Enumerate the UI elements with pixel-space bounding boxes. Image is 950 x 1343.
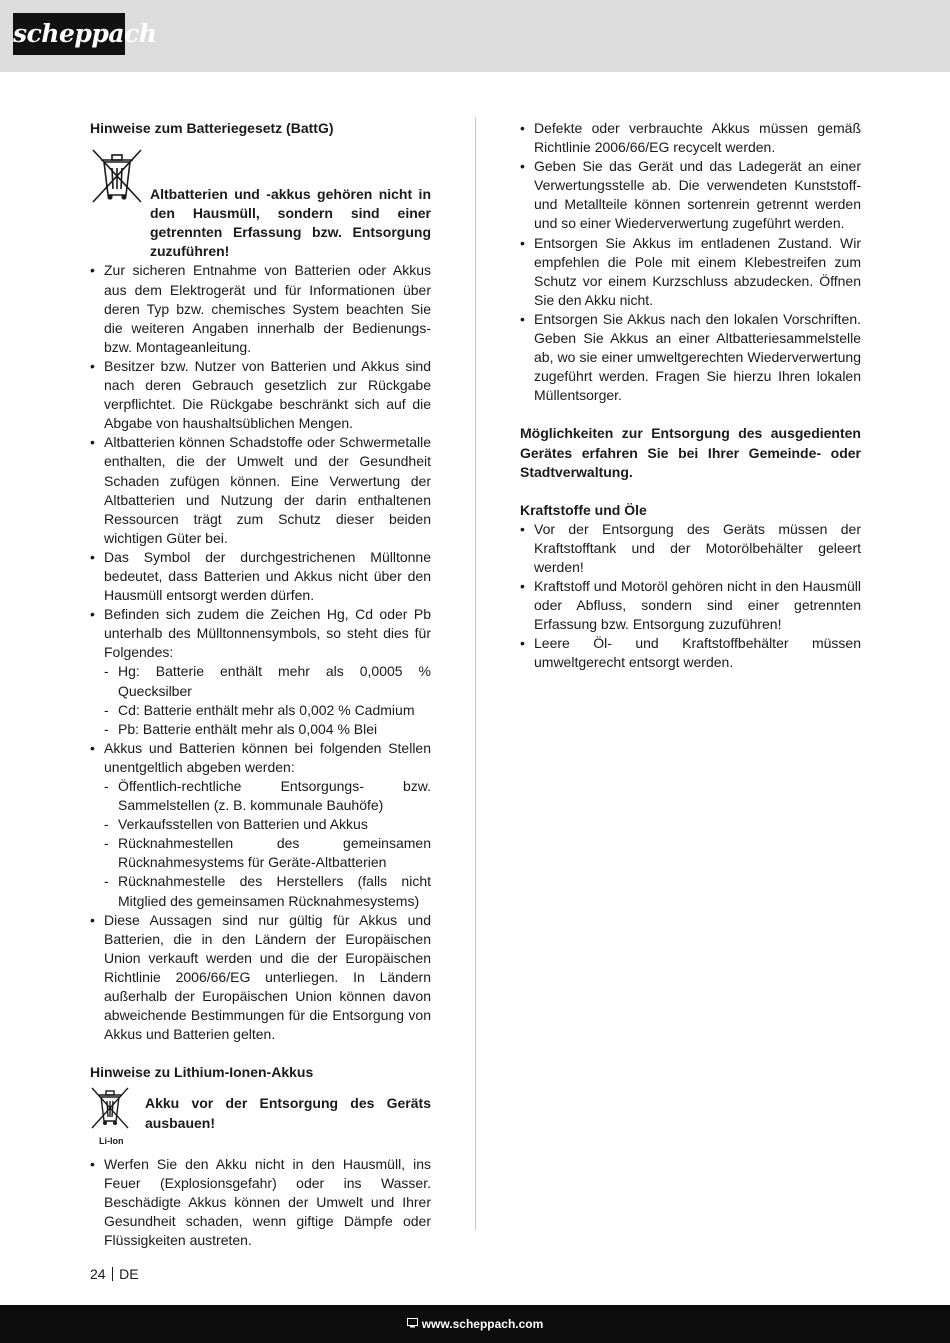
header-band xyxy=(0,0,950,72)
akku-bullet-list xyxy=(520,119,861,405)
section-heading-lithium: Hinweise zu Lithium-Ionen-Akkus xyxy=(90,1064,314,1081)
language-code: DE xyxy=(119,1266,139,1282)
heavy-metal-sublist xyxy=(104,662,431,738)
crossed-bin-liion-icon xyxy=(90,1086,130,1130)
battery-bullet-list xyxy=(90,261,431,1044)
brand-logo: scheppach xyxy=(13,13,125,55)
section-heading-fuels: Kraftstoffe und Öle xyxy=(520,501,647,518)
list-item: • Werfen Sie den Akku nicht in den Hausmüll, ins Feuer (Explosionsgefahr) oder ins Wasser. Beschädigte Akkus können der Umwelt und Ihrer Gesundheit schaden, wenn giftige Dämpfe oder Flüssigkeiten austreten. xyxy=(90,1155,431,1250)
right-column xyxy=(520,119,861,673)
list-item: • Besitzer bzw. Nutzer von Batterien und Akkus sind nach deren Gebrauch gesetzlich zur Rückgabe verpflichtet. Die Rückgabe beschränkt sich auf die Abgabe von haushaltsüblichen Mengen. xyxy=(90,357,431,433)
monitor-icon xyxy=(407,1318,418,1331)
fuel-bullet-list xyxy=(520,520,861,673)
list-item-text: Akkus und Batterien können bei folgenden Stellen unentgeltlich abgeben werden: xyxy=(104,739,431,775)
list-item: • Vor der Entsorgung des Geräts müssen der Kraftstofftank und der Motorölbehälter geleert werden! xyxy=(520,520,861,577)
lithium-bullet-list xyxy=(90,1155,431,1250)
bottom-bar xyxy=(0,1305,950,1343)
list-item: • Kraftstoff und Motoröl gehören nicht in den Hausmüll oder Abfluss, sondern sind einer getrennten Erfassung bzw. Entsorgung zuzuführen! xyxy=(520,577,861,634)
website-link[interactable]: www.scheppach.com xyxy=(421,1317,544,1331)
crossed-bin-icon xyxy=(90,147,144,205)
liion-symbol xyxy=(90,1086,142,1145)
list-item: • Diese Aussagen sind nur gültig für Akkus und Batterien, die in den Ländern der Europäischen Union verkauft werden und die der Europäischen Richtlinie 2006/66/EG unterliegen. In Ländern außerhalb der Europäischen Union können davon abweichende Bestimmungen für die Entsorgung von Akkus und Batterien gelten. xyxy=(90,911,431,1045)
list-item-text: Befinden sich zudem die Zeichen Hg, Cd oder Pb unterhalb des Mülltonnensymbols, so steht dies für Folgendes: xyxy=(104,606,431,661)
column-divider xyxy=(475,117,476,1230)
list-item: • Zur sicheren Entnahme von Batterien oder Akkus aus dem Elektrogerät und für Informationen über deren Typ bzw. chemisches System beachten Sie die weiteren Angaben innerhalb der Bedienungs- bzw. Montageanleitung. xyxy=(90,261,431,356)
list-item: • Entsorgen Sie Akkus nach den lokalen Vorschriften. Geben Sie Akkus an einer Altbatteriesammelstelle ab, wo sie einer umweltgerechten Wiederverwertung zugeführt werden. Fragen Sie hierzu Ihren lokalen Müllentsorger. xyxy=(520,310,861,405)
list-item: • Defekte oder verbrauchte Akkus müssen gemäß Richtlinie 2006/66/EG recycelt werden. xyxy=(520,119,861,157)
list-item xyxy=(90,605,431,739)
lithium-warning-block xyxy=(90,1086,431,1145)
page-number: 24 xyxy=(90,1266,106,1282)
left-column xyxy=(90,119,431,1250)
sublist-item: - Pb: Batterie enthält mehr als 0,004 % Blei xyxy=(104,720,431,739)
list-item xyxy=(90,739,431,911)
lithium-warning-text: Akku vor der Entsorgung des Geräts ausbauen! xyxy=(145,1095,431,1131)
disposal-info-paragraph: Möglichkeiten zur Entsorgung des ausgedienten Gerätes erfahren Sie bei Ihrer Gemeinde- oder Stadtverwaltung. xyxy=(520,425,861,480)
liion-label: Li-Ion xyxy=(99,1135,124,1146)
page-footer xyxy=(90,1265,139,1283)
list-item: • Altbatterien können Schadstoffe oder Schwermetalle enthalten, die der Umwelt und der Gesundheit Schaden zufügen können. Eine Verwertung der Altbatterien und Nutzung der darin enthaltenen Ressourcen trägt zum Schutz dieser beiden wichtigen Güter bei. xyxy=(90,433,431,548)
sublist-item: - Rücknahmestelle des Herstellers (falls nicht Mitglied des gemeinsamen Rücknahmesystems) xyxy=(104,872,431,910)
battery-warning-text: Altbatterien und -akkus gehören nicht in den Hausmüll, sondern sind einer getrennten Erfassung bzw. Entsorgung zuzuführen! xyxy=(150,186,431,260)
sublist-item: - Cd: Batterie enthält mehr als 0,002 % Cadmium xyxy=(104,701,431,720)
return-points-sublist xyxy=(104,777,431,911)
footer-separator xyxy=(112,1267,114,1281)
list-item: • Entsorgen Sie Akkus im entladenen Zustand. Wir empfehlen die Pole mit einem Klebestreifen zum Schutz vor einem Kurzschluss abzudecken. Öffnen Sie den Akku nicht. xyxy=(520,234,861,310)
sublist-item: - Rücknahmestellen des gemeinsamen Rücknahmesystems für Geräte-Altbatterien xyxy=(104,834,431,872)
sublist-item: - Öffentlich-rechtliche Entsorgungs- bzw. Sammelstellen (z. B. kommunale Bauhöfe) xyxy=(104,777,431,815)
list-item: • Geben Sie das Gerät und das Ladegerät an einer Verwertungsstelle ab. Die verwendeten Kunststoff- und Metallteile können sortenrein getrennt werden und so einer Wiederverwertung zugeführt werden. xyxy=(520,157,861,233)
sublist-item: - Hg: Batterie enthält mehr als 0,0005 % Quecksilber xyxy=(104,662,431,700)
battery-warning-block xyxy=(90,147,431,261)
sublist-item: - Verkaufsstellen von Batterien und Akkus xyxy=(104,815,431,834)
section-heading-battery-law: Hinweise zum Batteriegesetz (BattG) xyxy=(90,120,334,136)
list-item: • Leere Öl- und Kraftstoffbehälter müssen umweltgerecht entsorgt werden. xyxy=(520,634,861,672)
list-item: • Das Symbol der durchgestrichenen Mülltonne bedeutet, dass Batterien und Akkus nicht über den Hausmüll entsorgt werden dürfen. xyxy=(90,548,431,605)
